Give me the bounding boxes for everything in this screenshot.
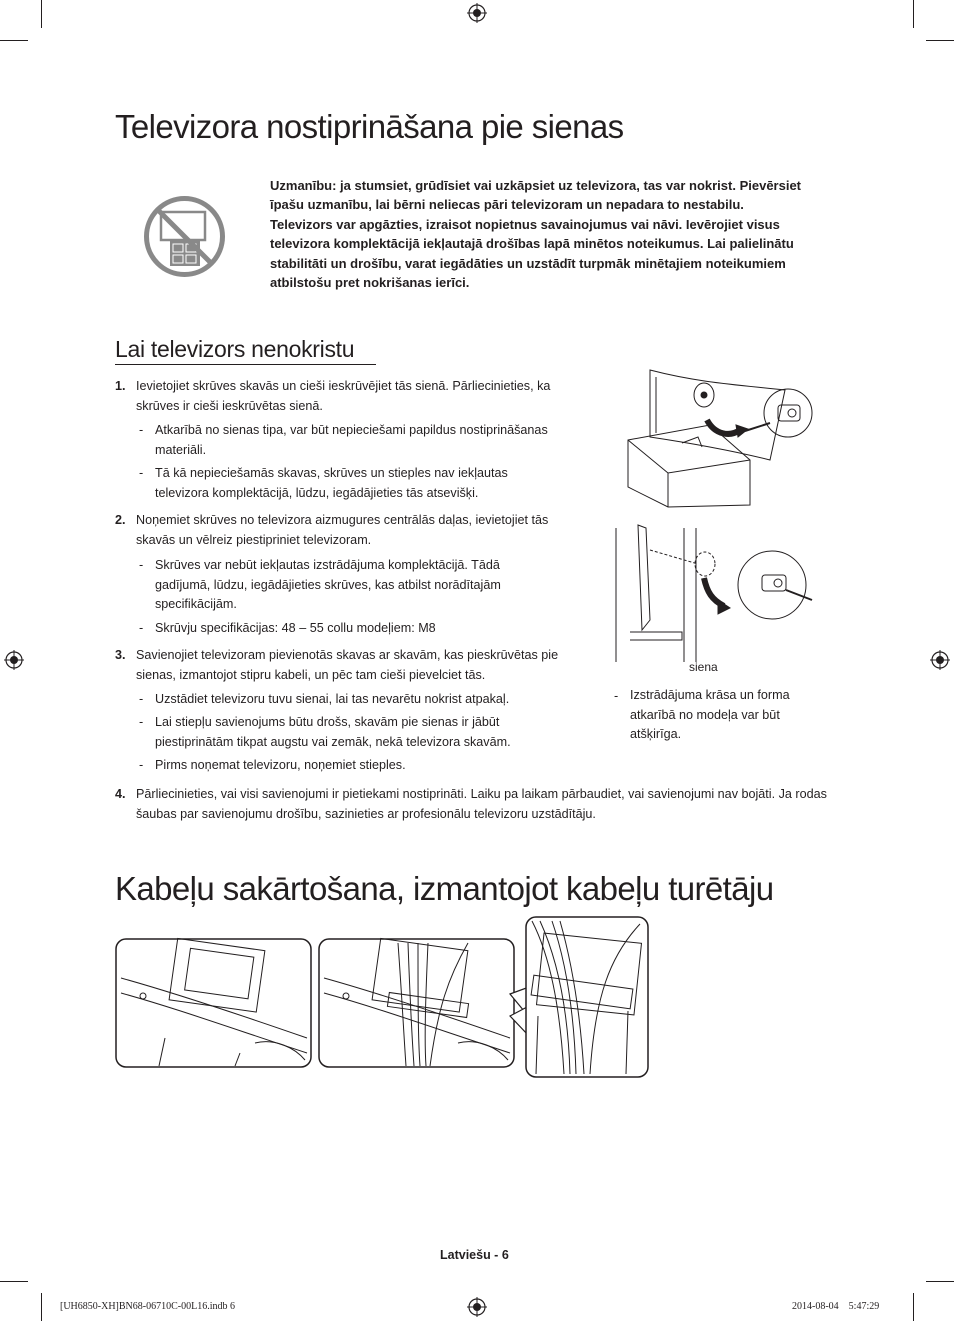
step-note: Atkarībā no sienas tipa, var būt nepieciešami papildus nostiprināšanas materiāli. bbox=[155, 423, 548, 457]
step-text: Savienojiet televizoram pievienotās skavas ar skavām, kas pieskrūvētas pie sienas, izmantojot stipru kabeli, un pēc tam cieši pievelciet tās. bbox=[136, 648, 559, 682]
page-number: Latviešu - 6 bbox=[440, 1248, 509, 1262]
crop-mark bbox=[0, 40, 28, 41]
note-dash: - bbox=[139, 692, 144, 706]
step-text: Ievietojiet skrūves skavās un cieši ieskrūvējiet tās sienā. Pārliecinieties, ka skrūves ir cieši ieskrūvētas sienā. bbox=[136, 379, 551, 413]
no-climbing-tv-icon bbox=[142, 194, 227, 279]
step-note: Lai stiepļu savienojums būtu drošs, skavām pie sienas ir jābūt piestiprinātām tikpat augstu vai zemāk, nekā televizora skavām. bbox=[155, 715, 511, 749]
crop-mark bbox=[926, 40, 954, 41]
crop-mark bbox=[913, 1293, 914, 1321]
wall-anchor-illustration bbox=[612, 520, 837, 665]
step-note: Pirms noņemat televizoru, noņemiet stieples. bbox=[155, 758, 406, 772]
step-number: 3. bbox=[115, 648, 126, 662]
note-dash: - bbox=[139, 715, 144, 729]
section-title: Kabeļu sakārtošana, izmantojot kabeļu turētāju bbox=[115, 870, 774, 907]
note-dash: - bbox=[614, 689, 619, 703]
registration-mark-icon bbox=[4, 650, 24, 670]
note-dash: - bbox=[139, 423, 144, 437]
page-title: Televizora nostiprināšana pie sienas bbox=[115, 108, 624, 145]
step-number: 1. bbox=[115, 379, 126, 393]
figure-note: Izstrādājuma krāsa un forma atkarībā no modeļa var būt atšķirīga. bbox=[630, 688, 790, 741]
crop-mark bbox=[0, 1281, 28, 1282]
crop-mark bbox=[41, 1293, 42, 1321]
step-text: Noņemiet skrūves no televizora aizmugures centrālās daļas, ievietojiet tās skavās un vēlreiz piestipriniet televizoram. bbox=[136, 513, 549, 547]
heading-underline bbox=[115, 364, 376, 365]
warning-text: Uzmanību: ja stumsiet, grūdīsiet vai uzkāpsiet uz televizora, tas var nokrist. Pievērsiet īpašu uzmanību, lai bērni neliecas pāri televizoram un nepadara to nestabilu. Televizors var apgāzties, izraisot nopietnus savainojumus vai nāvi. Ievērojiet visus televizora komplektācijā iekļautajā drošības lapā minētos noteikumus. Lai palielinātu stabilitāti un drošību, varat iegādāties un uzstādīt turpmāk minētajiem noteikumiem atbilstošu pret nokrišanas ierīci. bbox=[270, 178, 802, 291]
step-note: Tā kā nepieciešamās skavas, skrūves un stieples nav iekļautas televizora komplektācijā, lūdzu, iegādājieties tās atsevišķi. bbox=[155, 466, 508, 500]
note-dash: - bbox=[139, 758, 144, 772]
step-note: Skrūvju specifikācijas: 48 – 55 collu modeļiem: M8 bbox=[155, 621, 436, 635]
note-dash: - bbox=[139, 621, 144, 635]
note-dash: - bbox=[139, 558, 144, 572]
step-note: Skrūves var nebūt iekļautas izstrādājuma komplektācijā. Tādā gadījumā, lūdzu, iegādājieties skrūves, kas atbilst norādītajām specifikācijām. bbox=[155, 558, 501, 611]
tv-bracket-illustration bbox=[620, 365, 840, 515]
wall-label: siena bbox=[689, 660, 718, 674]
step-number: 4. bbox=[115, 787, 126, 801]
step-note: Uzstādiet televizoru tuvu sienai, lai tas nevarētu nokrist atpakaļ. bbox=[155, 692, 510, 706]
note-dash: - bbox=[139, 466, 144, 480]
crop-mark bbox=[926, 1281, 954, 1282]
cable-holder-step-1-illustration bbox=[115, 938, 312, 1068]
crop-mark bbox=[913, 0, 914, 28]
step-text: Pārliecinieties, vai visi savienojumi ir pietiekami nostiprināti. Laiku pa laikam pārbaudiet, vai savienojumi nav bojāti. Ja rodas šaubas par savienojumu drošību, sazinieties ar profesionālu televizoru uzstādītāju. bbox=[136, 787, 827, 821]
section-heading: Lai televizors nenokristu bbox=[115, 336, 355, 362]
registration-mark-icon bbox=[930, 650, 950, 670]
crop-mark bbox=[41, 0, 42, 28]
registration-mark-icon bbox=[467, 1297, 487, 1317]
step-number: 2. bbox=[115, 513, 126, 527]
footer-file: [UH6850-XH]BN68-06710C-00L16.indb 6 bbox=[60, 1301, 235, 1312]
footer-datetime: 2014-08-04 5:47:29 bbox=[792, 1301, 880, 1312]
cable-holder-detail-illustration bbox=[460, 916, 650, 1078]
registration-mark-icon bbox=[467, 3, 487, 23]
